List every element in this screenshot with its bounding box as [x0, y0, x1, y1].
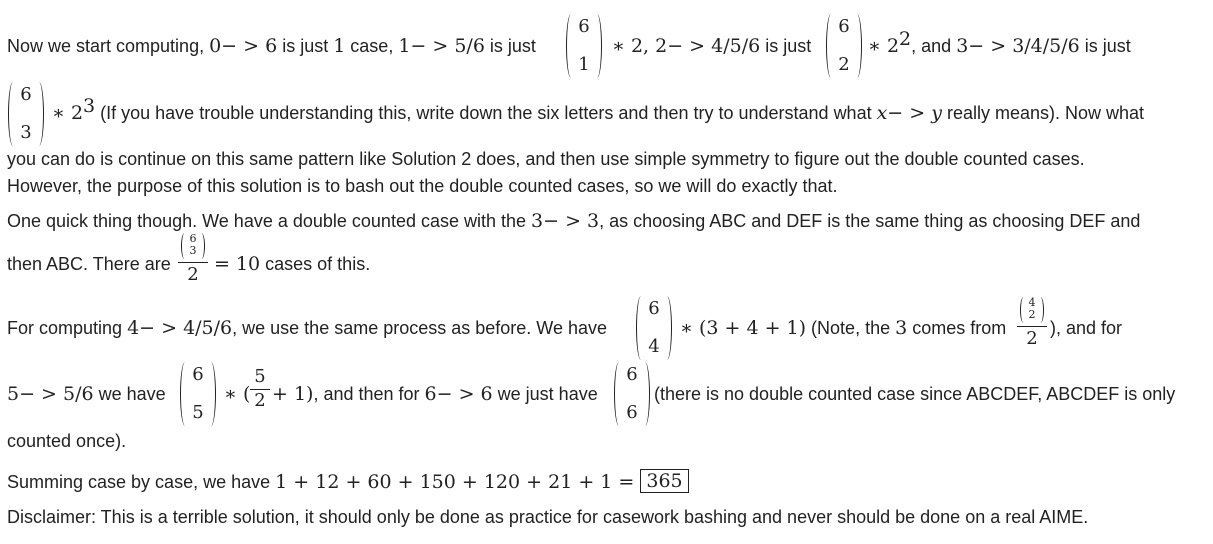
- paragraph-1-line-cont: [612, 36, 811, 56]
- binomial-top: 6: [648, 298, 660, 319]
- small-binomial: [1020, 297, 1044, 323]
- paragraph-5-line-2: counted once).: [7, 431, 127, 451]
- paragraph-3-line-1: [7, 211, 1140, 231]
- binomial-bottom: 1: [578, 54, 590, 75]
- math-span: 6− > 6: [424, 383, 493, 405]
- binomial-6-4: [636, 296, 672, 360]
- text-span: case,: [345, 36, 399, 56]
- small-binomial-top: 4: [1028, 296, 1036, 309]
- text-span: we just have: [492, 384, 598, 404]
- math-span: + 1): [272, 383, 314, 405]
- text-span: then ABC. There are: [7, 254, 171, 274]
- binomial-bottom: 4: [648, 336, 660, 357]
- text-span: , and: [911, 36, 957, 56]
- text-span: comes from: [907, 318, 1007, 338]
- fraction-binom-4-2-over-2: [1017, 296, 1047, 352]
- math-span: ∗ (3 + 4 + 1): [680, 317, 807, 339]
- exponent: 2: [899, 28, 912, 50]
- math-span: 3− > 3/4/5/6: [956, 35, 1080, 57]
- binomial-6-5: [180, 362, 216, 426]
- text-span: , we use the same process as before. We have: [232, 318, 608, 338]
- paragraph-1-line-end: [868, 28, 1131, 57]
- binomial-6-1: [566, 14, 602, 78]
- text-span: is just: [1079, 36, 1131, 56]
- text-span: Summing case by case, we have: [7, 472, 276, 492]
- paragraph-5-line-cont2: [272, 384, 598, 404]
- binomial-top: 6: [626, 364, 638, 385]
- math-span: ∗ 2: [52, 102, 84, 124]
- binomial-bottom: 6: [626, 402, 638, 423]
- math-span: ∗ 2: [868, 35, 900, 57]
- text-span: For computing: [7, 318, 128, 338]
- paragraph-2-line-3: However, the purpose of this solution is to bash out the double counted cases, so we will do exactly that.: [7, 176, 838, 196]
- disclaimer: Disclaimer: This is a terrible solution, it should only be done as practice for casework bashing and never should be done on a real AIME.: [7, 507, 1089, 527]
- binomial-6-2: [826, 14, 862, 78]
- math-span: 3− > 3: [531, 210, 600, 232]
- math-span: 1 + 12 + 60 + 150 + 120 + 21 + 1 =: [275, 471, 641, 493]
- math-span: 3: [895, 317, 908, 339]
- fraction-denominator: 2: [254, 390, 266, 411]
- paragraph-5-line-cont: [224, 384, 250, 404]
- paragraph-2-line-1: [52, 95, 1145, 124]
- math-span: 1: [333, 35, 346, 57]
- paragraph-3-line-2: [7, 254, 171, 274]
- text-span: is just: [277, 36, 334, 56]
- text-span: , and then for: [313, 384, 425, 404]
- binomial-bottom: 5: [192, 402, 204, 423]
- binomial-top: 6: [192, 364, 204, 385]
- paragraph-5-line-end: [654, 384, 1175, 404]
- paragraph-4-line-1: [7, 318, 607, 338]
- text-span: really means). Now what: [941, 103, 1145, 123]
- math-span: 0− > 6: [209, 35, 278, 57]
- small-binomial-bottom: 2: [1028, 308, 1036, 321]
- binomial-bottom: 3: [20, 122, 32, 143]
- math-span: x− > y: [876, 102, 942, 124]
- fraction-denominator: 2: [1026, 328, 1038, 349]
- text-span: ), and for: [1050, 318, 1123, 338]
- binomial-top: 6: [20, 84, 32, 105]
- text-span: is just: [760, 36, 812, 56]
- binomial-bottom: 2: [838, 54, 850, 75]
- text-span: (If you have trouble understanding this, write down the six letters and then try to understand what: [95, 103, 877, 123]
- small-binomial: [181, 233, 205, 259]
- paragraph-3-line-2-end: [214, 254, 370, 274]
- math-span: ∗ 2, 2− > 4/5/6: [612, 35, 761, 57]
- text-span: , as choosing ABC and DEF is the same thing as choosing DEF and: [599, 211, 1141, 231]
- exponent: 3: [83, 95, 96, 117]
- text-span: (Note, the: [806, 318, 896, 338]
- binomial-top: 6: [838, 16, 850, 37]
- fraction-5-over-2: [250, 368, 270, 420]
- text-span: One quick thing though. We have a double counted case with the: [7, 211, 532, 231]
- math-span: 5− > 5/6: [7, 383, 94, 405]
- text-span: cases of this.: [260, 254, 371, 274]
- paragraph-4-line-end: [1050, 318, 1122, 338]
- binomial-6-6: [614, 362, 650, 426]
- boxed-answer: 365: [640, 469, 688, 493]
- small-binomial-top: 6: [189, 232, 197, 245]
- math-span: = 10: [214, 253, 261, 275]
- small-binomial-bottom: 3: [189, 244, 197, 257]
- text-span: is just: [484, 36, 536, 56]
- fraction-binom-6-3-over-2: [178, 232, 208, 288]
- math-span: 4− > 4/5/6: [127, 317, 233, 339]
- text-span: we have: [93, 384, 166, 404]
- text-span: (there is no double counted case since ABCDEF, ABCDEF is only: [654, 384, 1176, 404]
- math-span: 1− > 5/6: [398, 35, 485, 57]
- paragraph-5-line-1: [7, 384, 166, 404]
- paragraph-6-line: [7, 470, 689, 494]
- paragraph-4-line-cont: [680, 318, 1006, 338]
- math-span: ∗ (: [224, 383, 251, 405]
- paragraph-2-line-2: you can do is continue on this same pattern like Solution 2 does, and then use simple symmetry to figure out the double counted cases.: [7, 149, 1085, 169]
- fraction-denominator: 2: [187, 264, 199, 285]
- binomial-6-3: [8, 82, 44, 146]
- paragraph-1-line: [7, 36, 536, 56]
- fraction-numerator: 5: [254, 366, 266, 387]
- text-span: Now we start computing,: [7, 36, 210, 56]
- binomial-top: 6: [578, 16, 590, 37]
